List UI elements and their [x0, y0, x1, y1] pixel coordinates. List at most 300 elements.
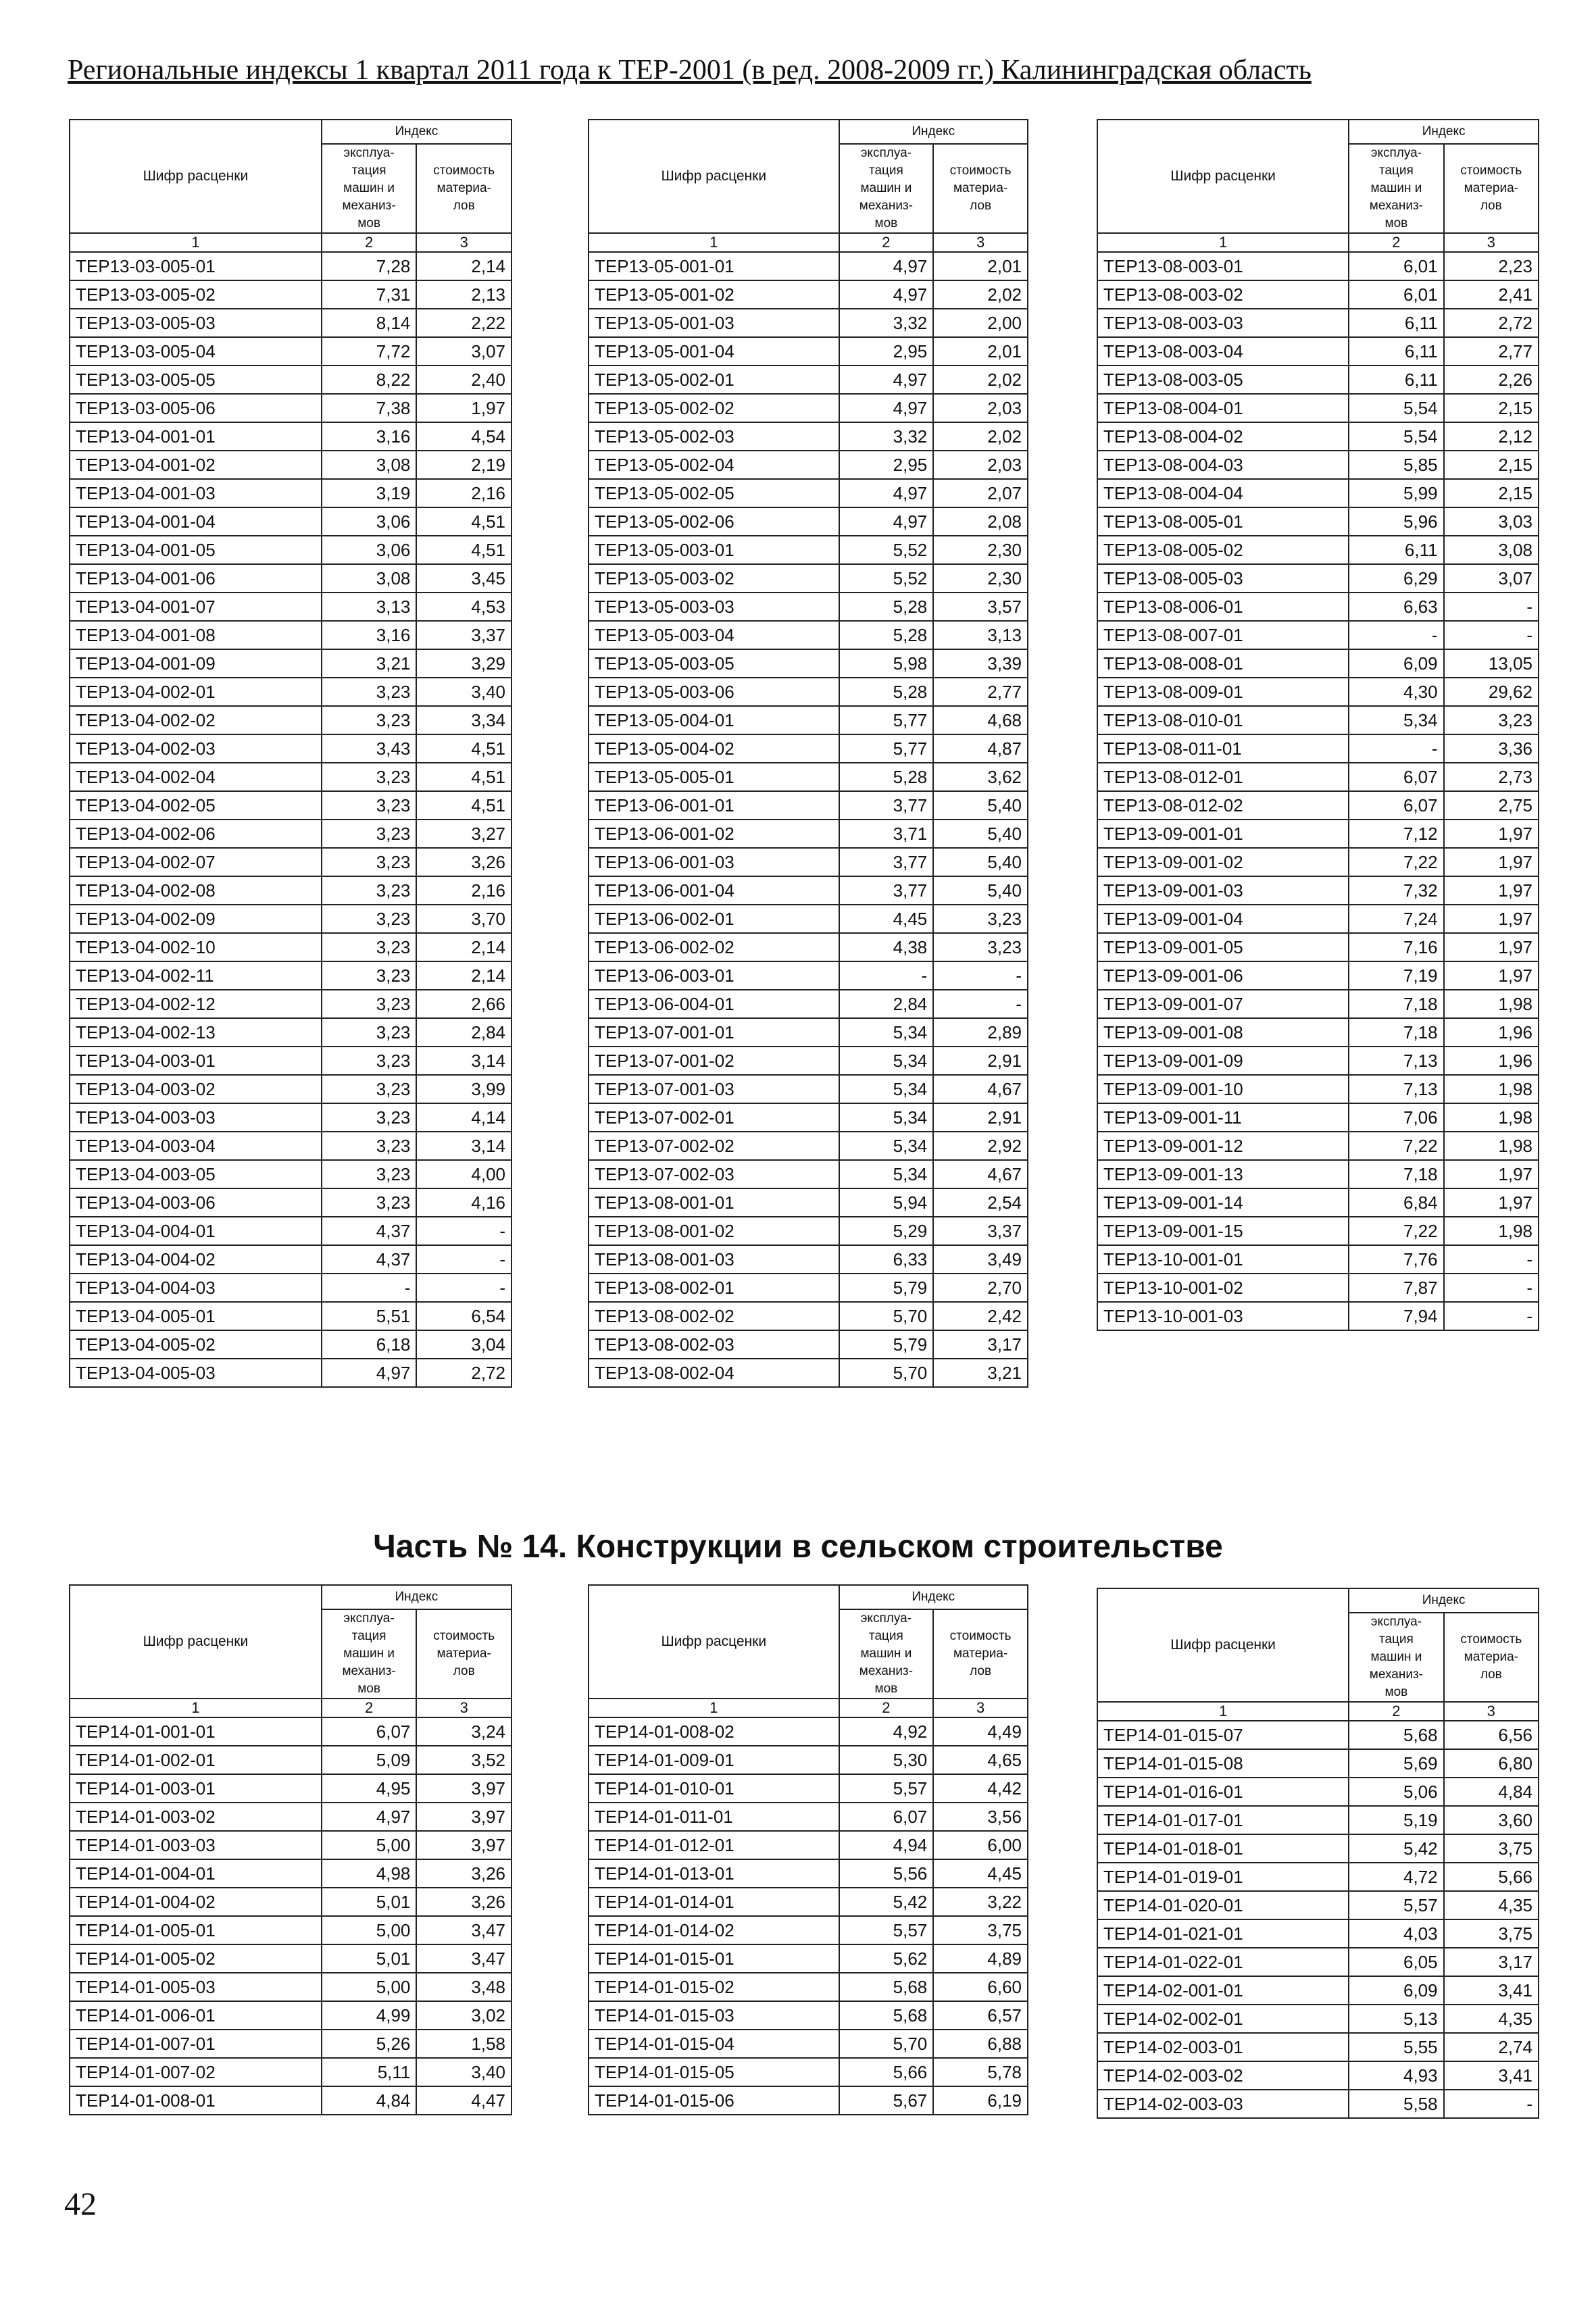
cipher-cell: ТЕР13-03-005-03 [70, 309, 322, 337]
table-row [70, 678, 512, 706]
machines-index-cell: 4,84 [322, 2086, 417, 2115]
header-text-line: машин и [860, 1646, 912, 1661]
table-row [589, 1245, 1028, 1274]
column-number-3: 3 [933, 1699, 1028, 1717]
machines-index-cell: 7,76 [1349, 1245, 1443, 1274]
materials-index-cell: 13,05 [1444, 649, 1539, 678]
materials-index-cell: 2,70 [933, 1274, 1028, 1302]
materials-index-cell: 3,21 [933, 1359, 1028, 1387]
materials-index-cell: 3,40 [416, 678, 512, 706]
cipher-cell: ТЕР13-05-004-02 [589, 734, 839, 763]
machines-index-cell: 3,23 [322, 1132, 417, 1160]
cipher-cell: ТЕР13-07-001-03 [589, 1075, 839, 1103]
table-row [589, 961, 1028, 990]
table-row [70, 734, 512, 763]
cipher-cell: ТЕР13-09-001-02 [1097, 848, 1349, 876]
header-text-line: тация [1378, 1632, 1414, 1646]
cipher-cell: ТЕР14-01-007-01 [70, 2030, 322, 2058]
materials-index-cell: 3,03 [1444, 507, 1539, 536]
materials-index-cell: - [1444, 593, 1539, 621]
table-row [70, 820, 512, 848]
table-row [1097, 791, 1539, 820]
cipher-cell: ТЕР14-02-003-02 [1097, 2061, 1349, 2090]
header-text-line: эксплуа- [343, 146, 395, 160]
table-row [589, 1302, 1028, 1330]
header-text-line: лов [970, 199, 992, 213]
materials-index-cell: 3,26 [416, 1859, 512, 1888]
materials-index-cell: 1,97 [1444, 820, 1539, 848]
column-number-2: 2 [322, 233, 417, 252]
materials-index-cell: 2,41 [1444, 280, 1539, 309]
table-row [70, 422, 512, 451]
table-row [589, 1274, 1028, 1302]
cipher-cell: ТЕР14-01-009-01 [589, 1746, 839, 1774]
cipher-cell: ТЕР13-04-002-09 [70, 905, 322, 933]
materials-index-cell: 3,14 [416, 1132, 512, 1160]
table-row [589, 1831, 1028, 1859]
table-row [589, 2058, 1028, 2086]
table-row [1097, 1245, 1539, 1274]
cipher-cell: ТЕР13-08-004-02 [1097, 422, 1349, 451]
materials-index-cell: 6,56 [1444, 1721, 1539, 1749]
machines-index-cell: 5,34 [839, 1018, 934, 1047]
cipher-cell: ТЕР13-08-010-01 [1097, 706, 1349, 734]
table-row [70, 1188, 512, 1217]
materials-index-cell: 2,15 [1444, 451, 1539, 479]
machines-index-cell: 7,19 [1349, 961, 1443, 990]
cipher-cell: ТЕР13-05-002-05 [589, 479, 839, 507]
machines-index-cell: 5,70 [839, 1359, 934, 1387]
cipher-cell: ТЕР14-01-008-02 [589, 1717, 839, 1746]
cipher-cell: ТЕР13-09-001-05 [1097, 933, 1349, 961]
table-row [1097, 734, 1539, 763]
table-row [589, 1717, 1028, 1746]
materials-index-cell: 3,62 [933, 763, 1028, 791]
table-row [70, 337, 512, 366]
table-row [589, 933, 1028, 961]
cipher-cell: ТЕР13-07-002-01 [589, 1103, 839, 1132]
materials-index-cell: - [933, 961, 1028, 990]
table-row [589, 1359, 1028, 1387]
cipher-cell: ТЕР13-09-001-13 [1097, 1160, 1349, 1188]
column-header-index: Индекс [839, 120, 1028, 144]
materials-index-cell: 3,40 [416, 2058, 512, 2086]
materials-index-cell: 6,57 [933, 2001, 1028, 2030]
cipher-cell: ТЕР13-09-001-07 [1097, 990, 1349, 1018]
column-number-1: 1 [1097, 233, 1349, 252]
machines-index-cell: 5,06 [1349, 1778, 1443, 1806]
table-row [70, 2086, 512, 2115]
machines-index-cell: 2,84 [839, 990, 934, 1018]
column-header-cipher: Шифр расценки [589, 1585, 839, 1699]
cipher-cell: ТЕР13-08-005-02 [1097, 536, 1349, 564]
cipher-cell: ТЕР13-09-001-12 [1097, 1132, 1349, 1160]
machines-index-cell: 5,34 [839, 1132, 934, 1160]
machines-index-cell: 3,23 [322, 905, 417, 933]
cipher-cell: ТЕР14-01-013-01 [589, 1859, 839, 1888]
header-text-line: тация [868, 1629, 903, 1643]
machines-index-cell: 5,57 [1349, 1891, 1443, 1919]
materials-index-cell: 2,77 [1444, 337, 1539, 366]
cipher-cell: ТЕР13-04-004-01 [70, 1217, 322, 1245]
materials-index-cell: 3,26 [416, 848, 512, 876]
machines-index-cell: 5,01 [322, 1888, 417, 1916]
table-row [589, 422, 1028, 451]
table-row [70, 1803, 512, 1831]
header-text-line: тация [868, 164, 903, 178]
materials-index-cell: 3,04 [416, 1330, 512, 1359]
materials-index-cell: 3,37 [416, 621, 512, 649]
table-row [70, 933, 512, 961]
table-row [589, 1217, 1028, 1245]
cipher-cell: ТЕР13-04-003-06 [70, 1188, 322, 1217]
cipher-cell: ТЕР13-08-004-01 [1097, 394, 1349, 422]
materials-index-cell: - [416, 1274, 512, 1302]
header-text-line: машин и [1370, 181, 1422, 195]
cipher-cell: ТЕР14-01-020-01 [1097, 1891, 1349, 1919]
materials-index-cell: 3,02 [416, 2001, 512, 2030]
machines-index-cell: 5,28 [839, 621, 934, 649]
cipher-cell: ТЕР13-03-005-01 [70, 252, 322, 280]
machines-index-cell: 3,77 [839, 848, 934, 876]
table-row [1097, 280, 1539, 309]
cipher-cell: ТЕР13-04-002-02 [70, 706, 322, 734]
cipher-cell: ТЕР13-09-001-15 [1097, 1217, 1349, 1245]
cipher-cell: ТЕР13-03-005-05 [70, 366, 322, 394]
machines-index-cell: 5,34 [839, 1075, 934, 1103]
cipher-cell: ТЕР13-08-009-01 [1097, 678, 1349, 706]
machines-index-cell: 3,06 [322, 536, 417, 564]
machines-index-cell: 6,11 [1349, 366, 1443, 394]
machines-index-cell: 6,18 [322, 1330, 417, 1359]
machines-index-cell: 6,07 [1349, 763, 1443, 791]
materials-index-cell: 6,80 [1444, 1749, 1539, 1778]
cipher-cell: ТЕР14-01-015-03 [589, 2001, 839, 2030]
table-row [70, 2001, 512, 2030]
cipher-cell: ТЕР13-08-008-01 [1097, 649, 1349, 678]
table-row [1097, 451, 1539, 479]
table-row [589, 1944, 1028, 1973]
table-row [589, 848, 1028, 876]
header-text-line: машин и [860, 181, 912, 195]
materials-index-cell: 2,01 [933, 337, 1028, 366]
materials-index-cell: 3,70 [416, 905, 512, 933]
table-row [70, 1717, 512, 1746]
table-row [589, 1888, 1028, 1916]
machines-index-cell: 7,32 [1349, 876, 1443, 905]
header-text-line: мов [1385, 216, 1408, 230]
cipher-cell: ТЕР13-08-001-01 [589, 1188, 839, 1217]
header-text-line: механиз- [342, 1664, 396, 1678]
machines-index-cell: 7,22 [1349, 1217, 1443, 1245]
header-text-line: мов [1385, 1685, 1408, 1699]
header-text-line: стоимость [1460, 164, 1522, 178]
cipher-cell: ТЕР14-01-007-02 [70, 2058, 322, 2086]
cipher-cell: ТЕР13-04-002-11 [70, 961, 322, 990]
machines-index-cell: 3,16 [322, 422, 417, 451]
header-text-line: мов [357, 216, 380, 230]
header-text-line: механиз- [859, 1664, 913, 1678]
cipher-cell: ТЕР13-05-003-02 [589, 564, 839, 593]
cipher-cell: ТЕР13-05-002-06 [589, 507, 839, 536]
materials-index-cell: 2,30 [933, 564, 1028, 593]
machines-index-cell: 8,14 [322, 309, 417, 337]
column-header-machines [322, 1609, 417, 1699]
materials-index-cell: 1,97 [1444, 905, 1539, 933]
materials-index-cell: 4,16 [416, 1188, 512, 1217]
cipher-cell: ТЕР13-04-001-02 [70, 451, 322, 479]
materials-index-cell: 2,14 [416, 933, 512, 961]
cipher-cell: ТЕР13-08-001-02 [589, 1217, 839, 1245]
machines-index-cell: 5,52 [839, 564, 934, 593]
table-row [1097, 1160, 1539, 1188]
column-number-1: 1 [70, 233, 322, 252]
table-row [1097, 2005, 1539, 2033]
cipher-cell: ТЕР13-09-001-09 [1097, 1047, 1349, 1075]
materials-index-cell: 2,54 [933, 1188, 1028, 1217]
materials-index-cell: 2,73 [1444, 763, 1539, 791]
materials-index-cell: 1,97 [1444, 1160, 1539, 1188]
column-number-1: 1 [589, 1699, 839, 1717]
header-text-line: лов [1480, 1667, 1502, 1682]
machines-index-cell: 6,07 [839, 1803, 934, 1831]
table-row [589, 366, 1028, 394]
table-row [589, 791, 1028, 820]
table-row [1097, 820, 1539, 848]
materials-index-cell: 3,56 [933, 1803, 1028, 1831]
column-header-cipher: Шифр расценки [1097, 1588, 1349, 1702]
materials-index-cell: 2,26 [1444, 366, 1539, 394]
cipher-cell: ТЕР14-01-003-03 [70, 1831, 322, 1859]
table-row [1097, 1217, 1539, 1245]
cipher-cell: ТЕР13-04-002-05 [70, 791, 322, 820]
table-row [589, 1746, 1028, 1774]
materials-index-cell: 4,35 [1444, 1891, 1539, 1919]
machines-index-cell: 5,34 [839, 1047, 934, 1075]
machines-index-cell: 5,57 [839, 1916, 934, 1944]
machines-index-cell: 3,16 [322, 621, 417, 649]
cipher-cell: ТЕР13-08-001-03 [589, 1245, 839, 1274]
column-header-machines [1349, 144, 1443, 233]
cipher-cell: ТЕР14-01-015-05 [589, 2058, 839, 2086]
machines-index-cell: 5,00 [322, 1916, 417, 1944]
cipher-cell: ТЕР14-01-015-07 [1097, 1721, 1349, 1749]
materials-index-cell: 3,37 [933, 1217, 1028, 1245]
materials-index-cell: 2,14 [416, 961, 512, 990]
materials-index-cell: 3,23 [1444, 706, 1539, 734]
machines-index-cell: 5,79 [839, 1274, 934, 1302]
cipher-cell: ТЕР13-08-006-01 [1097, 593, 1349, 621]
materials-index-cell: 1,96 [1444, 1047, 1539, 1075]
cipher-cell: ТЕР13-05-002-02 [589, 394, 839, 422]
cipher-cell: ТЕР14-01-022-01 [1097, 1948, 1349, 1976]
table-row [1097, 1132, 1539, 1160]
machines-index-cell: 4,97 [839, 479, 934, 507]
table-row [589, 1103, 1028, 1132]
table-row [589, 564, 1028, 593]
machines-index-cell: 4,37 [322, 1217, 417, 1245]
cipher-cell: ТЕР13-05-003-06 [589, 678, 839, 706]
materials-index-cell: 1,97 [1444, 876, 1539, 905]
machines-index-cell: 4,94 [839, 1831, 934, 1859]
materials-index-cell: - [416, 1245, 512, 1274]
header-text-line: механиз- [1369, 199, 1423, 213]
machines-index-cell: 7,13 [1349, 1075, 1443, 1103]
table-row [589, 763, 1028, 791]
cipher-cell: ТЕР14-01-014-02 [589, 1916, 839, 1944]
cipher-cell: ТЕР13-04-001-07 [70, 593, 322, 621]
materials-index-cell: - [416, 1217, 512, 1245]
table-row [70, 1916, 512, 1944]
materials-index-cell: 5,40 [933, 820, 1028, 848]
table-row [1097, 1948, 1539, 1976]
header-text-line: материа- [437, 181, 491, 195]
table-row [589, 1803, 1028, 1831]
materials-index-cell: 3,22 [933, 1888, 1028, 1916]
table-row [70, 1359, 512, 1387]
table-row [1097, 2033, 1539, 2061]
table-row [70, 479, 512, 507]
machines-index-cell: 5,85 [1349, 451, 1443, 479]
machines-index-cell: 3,23 [322, 876, 417, 905]
rates-table-5 [588, 1584, 1028, 2115]
materials-index-cell: 3,75 [933, 1916, 1028, 1944]
machines-index-cell: 4,30 [1349, 678, 1443, 706]
materials-index-cell: 2,72 [416, 1359, 512, 1387]
machines-index-cell: 5,70 [839, 2030, 934, 2058]
cipher-cell: ТЕР13-06-001-03 [589, 848, 839, 876]
cipher-cell: ТЕР14-02-003-03 [1097, 2090, 1349, 2118]
cipher-cell: ТЕР13-06-001-02 [589, 820, 839, 848]
table-row [1097, 1274, 1539, 1302]
materials-index-cell: 3,75 [1444, 1834, 1539, 1863]
machines-index-cell: 4,38 [839, 933, 934, 961]
materials-index-cell: - [1444, 2090, 1539, 2118]
table-row [589, 536, 1028, 564]
materials-index-cell: 5,66 [1444, 1863, 1539, 1891]
table-row [70, 1888, 512, 1916]
header-text-line: механиз- [342, 199, 396, 213]
column-number-3: 3 [933, 233, 1028, 252]
materials-index-cell: 3,07 [416, 337, 512, 366]
cipher-cell: ТЕР13-05-001-02 [589, 280, 839, 309]
table-row [70, 2030, 512, 2058]
table-row [589, 1075, 1028, 1103]
cipher-cell: ТЕР13-08-002-03 [589, 1330, 839, 1359]
table-row [1097, 1047, 1539, 1075]
cipher-cell: ТЕР13-04-001-08 [70, 621, 322, 649]
cipher-cell: ТЕР14-01-018-01 [1097, 1834, 1349, 1863]
machines-index-cell: 7,18 [1349, 1018, 1443, 1047]
table-row [1097, 1749, 1539, 1778]
column-header-cipher: Шифр расценки [70, 120, 322, 233]
table-row [589, 1973, 1028, 2001]
table-row [1097, 1919, 1539, 1948]
materials-index-cell: 3,36 [1444, 734, 1539, 763]
materials-index-cell: 2,77 [933, 678, 1028, 706]
materials-index-cell: 1,98 [1444, 990, 1539, 1018]
materials-index-cell: 6,60 [933, 1973, 1028, 2001]
table-row [70, 1859, 512, 1888]
header-text-line: тация [1378, 164, 1414, 178]
header-text-line: эксплуа- [343, 1611, 395, 1626]
machines-index-cell: 7,18 [1349, 1160, 1443, 1188]
cipher-cell: ТЕР13-07-001-01 [589, 1018, 839, 1047]
cipher-cell: ТЕР14-02-001-01 [1097, 1976, 1349, 2005]
machines-index-cell: 3,13 [322, 593, 417, 621]
table-row [70, 876, 512, 905]
machines-index-cell: 6,05 [1349, 1948, 1443, 1976]
machines-index-cell: - [1349, 621, 1443, 649]
machines-index-cell: 3,32 [839, 422, 934, 451]
table-row [1097, 876, 1539, 905]
header-text-line: механиз- [859, 199, 913, 213]
cipher-cell: ТЕР13-04-002-07 [70, 848, 322, 876]
table-row [70, 1075, 512, 1103]
machines-index-cell: 3,23 [322, 1188, 417, 1217]
table-row [1097, 1103, 1539, 1132]
cipher-cell: ТЕР13-06-004-01 [589, 990, 839, 1018]
machines-index-cell: 5,79 [839, 1330, 934, 1359]
materials-index-cell: 2,30 [933, 536, 1028, 564]
table-row [589, 2030, 1028, 2058]
cipher-cell: ТЕР14-01-001-01 [70, 1717, 322, 1746]
machines-index-cell: 5,62 [839, 1944, 934, 1973]
materials-index-cell: 29,62 [1444, 678, 1539, 706]
header-text-line: мов [357, 1682, 380, 1696]
machines-index-cell: 3,23 [322, 763, 417, 791]
column-number-2: 2 [1349, 1702, 1443, 1721]
materials-index-cell: 4,51 [416, 507, 512, 536]
cipher-cell: ТЕР13-04-002-10 [70, 933, 322, 961]
materials-index-cell: 6,19 [933, 2086, 1028, 2115]
machines-index-cell: 5,70 [839, 1302, 934, 1330]
table-row [70, 706, 512, 734]
machines-index-cell: 5,68 [839, 2001, 934, 2030]
cipher-cell: ТЕР13-05-002-04 [589, 451, 839, 479]
cipher-cell: ТЕР13-05-001-04 [589, 337, 839, 366]
table-row [1097, 1976, 1539, 2005]
table-row [70, 451, 512, 479]
materials-index-cell: 1,97 [416, 394, 512, 422]
machines-index-cell: 6,11 [1349, 337, 1443, 366]
materials-index-cell: 4,42 [933, 1774, 1028, 1803]
table-row [1097, 1075, 1539, 1103]
materials-index-cell: 2,91 [933, 1047, 1028, 1075]
header-text-line: стоимость [949, 164, 1012, 178]
machines-index-cell: 6,11 [1349, 536, 1443, 564]
machines-index-cell: 3,21 [322, 649, 417, 678]
machines-index-cell: 7,22 [1349, 848, 1443, 876]
cipher-cell: ТЕР13-04-001-03 [70, 479, 322, 507]
table-row [70, 280, 512, 309]
table-row [70, 990, 512, 1018]
table-row [589, 649, 1028, 678]
table-row [589, 309, 1028, 337]
column-number-1: 1 [1097, 1702, 1349, 1721]
machines-index-cell: 7,28 [322, 252, 417, 280]
table-row [70, 394, 512, 422]
machines-index-cell: 4,99 [322, 2001, 417, 2030]
column-header-cipher: Шифр расценки [589, 120, 839, 233]
cipher-cell: ТЕР14-01-021-01 [1097, 1919, 1349, 1948]
cipher-cell: ТЕР14-01-003-02 [70, 1803, 322, 1831]
materials-index-cell: 2,08 [933, 507, 1028, 536]
table-row [1097, 394, 1539, 422]
machines-index-cell: 5,55 [1349, 2033, 1443, 2061]
materials-index-cell: 2,91 [933, 1103, 1028, 1132]
machines-index-cell: - [1349, 734, 1443, 763]
